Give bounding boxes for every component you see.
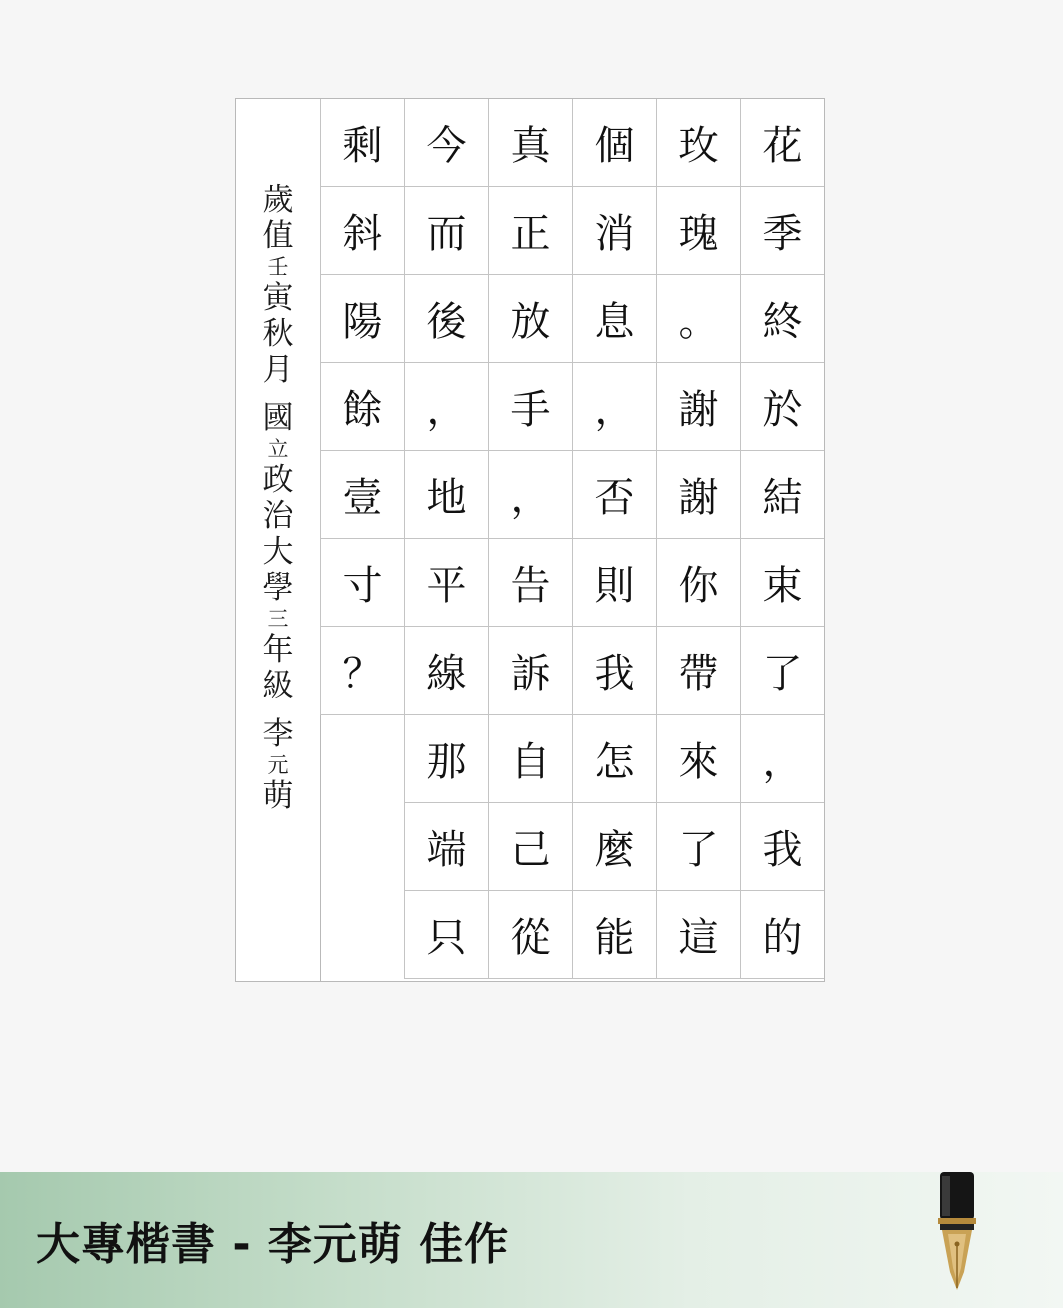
character-cell: 個 — [572, 99, 656, 187]
poem-column — [740, 99, 824, 979]
character-cell: 束 — [740, 539, 824, 627]
character-cell: 端 — [404, 803, 488, 891]
signature-char: 國 — [262, 400, 294, 436]
poem-column — [656, 99, 740, 979]
character-cell: 玫 — [656, 99, 740, 187]
character-cell: 只 — [404, 891, 488, 979]
character-cell: 於 — [740, 363, 824, 451]
signature-text — [256, 182, 300, 817]
calligraphy-grid — [320, 99, 824, 981]
signature-char: 秋 — [262, 316, 294, 352]
signature-char: 立 — [267, 437, 289, 461]
character-cell: 我 — [572, 627, 656, 715]
character-cell: 謝 — [656, 363, 740, 451]
character-cell: 今 — [404, 99, 488, 187]
character-cell: 了 — [656, 803, 740, 891]
character-cell: 結 — [740, 451, 824, 539]
character-cell: 陽 — [320, 275, 404, 363]
fountain-pen-icon — [930, 1172, 984, 1292]
character-cell: 季 — [740, 187, 824, 275]
character-cell: 斜 — [320, 187, 404, 275]
poem-column — [320, 99, 404, 979]
poem-column — [404, 99, 488, 979]
character-cell: 則 — [572, 539, 656, 627]
character-cell: 花 — [740, 99, 824, 187]
character-cell: 麼 — [572, 803, 656, 891]
character-cell: 。 — [656, 275, 740, 363]
character-cell: 怎 — [572, 715, 656, 803]
character-cell: 消 — [572, 187, 656, 275]
calligraphy-sheet — [235, 98, 825, 982]
signature-column — [236, 99, 321, 981]
character-cell: 息 — [572, 275, 656, 363]
signature-char: 政 — [262, 462, 294, 498]
signature-char: 級 — [262, 668, 294, 704]
character-cell: 放 — [488, 275, 572, 363]
character-cell: 帶 — [656, 627, 740, 715]
signature-char: 年 — [262, 632, 294, 668]
character-cell: 而 — [404, 187, 488, 275]
signature-char: 治 — [262, 498, 294, 534]
signature-char: 月 — [262, 352, 294, 388]
character-cell: 從 — [488, 891, 572, 979]
character-cell: ？ — [320, 627, 404, 715]
character-cell: 寸 — [320, 539, 404, 627]
footer-title: 大專楷書 - 李元萌 佳作 — [36, 1219, 510, 1270]
character-cell: ， — [404, 363, 488, 451]
character-cell: 我 — [740, 803, 824, 891]
character-cell: 線 — [404, 627, 488, 715]
poem-column — [572, 99, 656, 979]
signature-char: 李 — [262, 716, 294, 752]
character-cell: ， — [572, 363, 656, 451]
character-cell: 餘 — [320, 363, 404, 451]
footer-banner — [0, 1172, 1063, 1308]
character-cell: 來 — [656, 715, 740, 803]
character-cell: 能 — [572, 891, 656, 979]
character-cell: 剩 — [320, 99, 404, 187]
character-cell: 正 — [488, 187, 572, 275]
character-cell: 你 — [656, 539, 740, 627]
signature-char: 寅 — [262, 280, 294, 316]
character-cell: 自 — [488, 715, 572, 803]
signature-char: 元 — [267, 753, 289, 777]
signature-char: 學 — [262, 570, 294, 606]
character-cell: 謝 — [656, 451, 740, 539]
signature-char: 值 — [262, 218, 294, 254]
signature-char: 歲 — [262, 182, 294, 218]
character-cell: ， — [740, 715, 824, 803]
character-cell: 真 — [488, 99, 572, 187]
signature-char: 三 — [267, 607, 289, 631]
character-cell: 的 — [740, 891, 824, 979]
character-cell: 了 — [740, 627, 824, 715]
character-cell: 這 — [656, 891, 740, 979]
character-cell: 後 — [404, 275, 488, 363]
character-cell: 平 — [404, 539, 488, 627]
character-cell: 告 — [488, 539, 572, 627]
character-cell: 地 — [404, 451, 488, 539]
signature-char: 壬 — [267, 255, 289, 279]
character-cell: 手 — [488, 363, 572, 451]
character-cell: 壹 — [320, 451, 404, 539]
signature-char: 大 — [262, 534, 294, 570]
signature-char: 萌 — [262, 778, 294, 814]
character-cell: 那 — [404, 715, 488, 803]
character-cell: ， — [488, 451, 572, 539]
character-cell: 否 — [572, 451, 656, 539]
character-cell: 己 — [488, 803, 572, 891]
character-cell: 訴 — [488, 627, 572, 715]
character-cell: 瑰 — [656, 187, 740, 275]
poem-column — [488, 99, 572, 979]
character-cell: 終 — [740, 275, 824, 363]
